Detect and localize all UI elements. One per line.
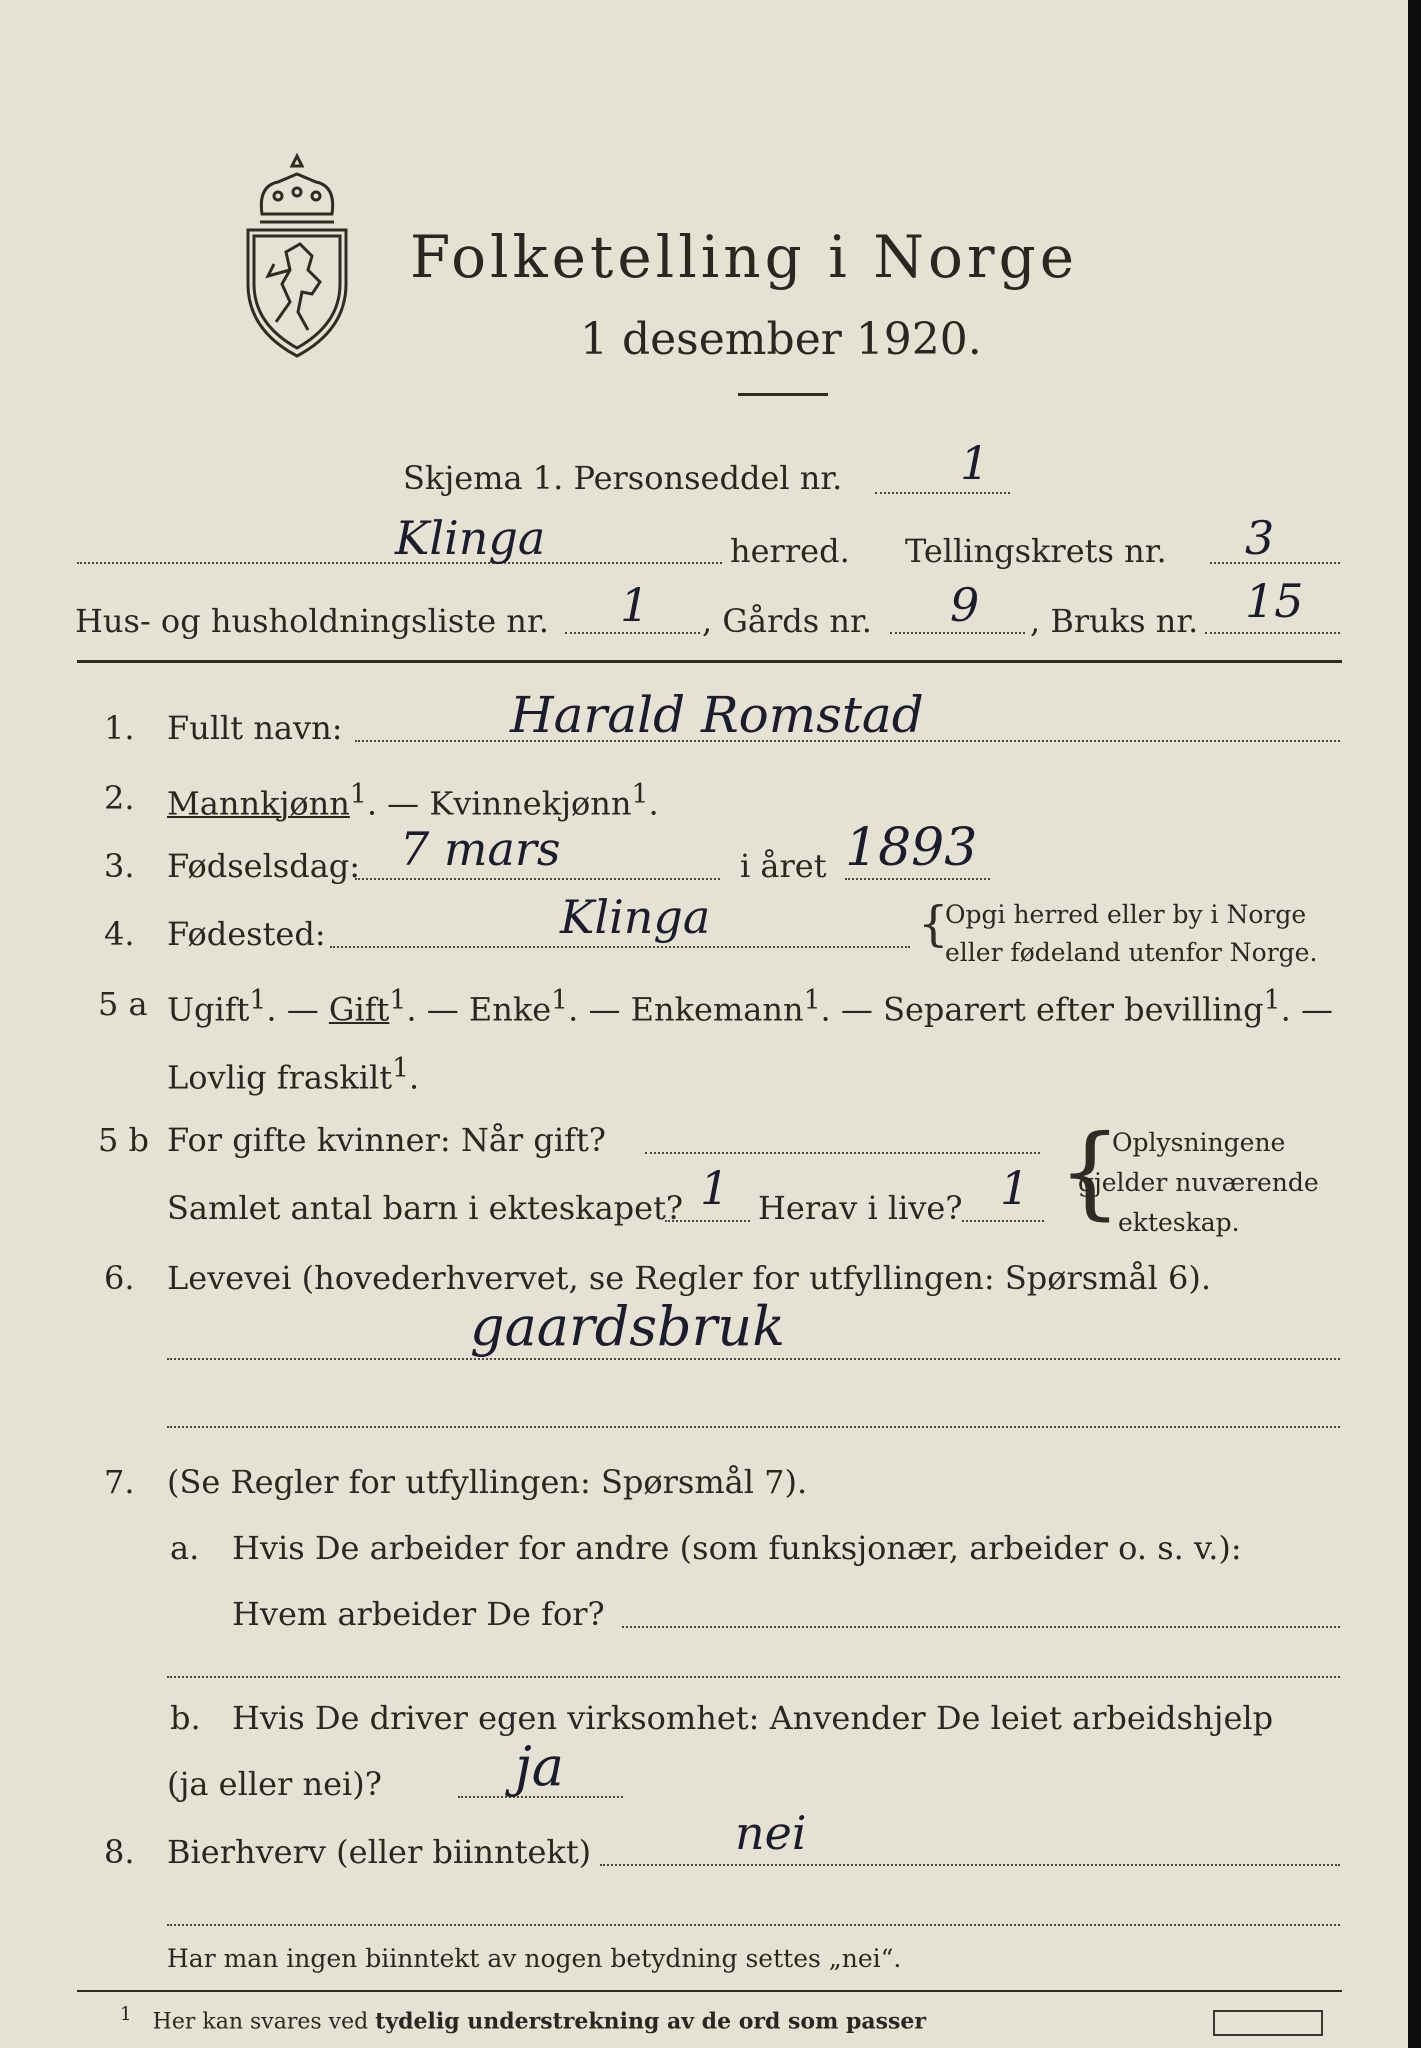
herred-label: herred. (730, 532, 850, 570)
q2-end: . (648, 784, 659, 823)
bruks-label: , Bruks nr. (1030, 602, 1199, 640)
footnote-rule (77, 1990, 1342, 1992)
q7b-question: (ja eller nei)? (167, 1765, 382, 1803)
q3-year-label: i året (740, 847, 827, 885)
q5b-live-label: Herav i live? (758, 1189, 963, 1227)
personseddel-answer: 1 (960, 436, 990, 490)
q2-sep: . — (366, 784, 430, 823)
q5b-note1: Oplysningene (1112, 1128, 1286, 1157)
tellingskrets-label: Tellingskrets nr. (905, 532, 1167, 570)
q5b-live-line (962, 1220, 1044, 1222)
title-divider (738, 393, 828, 396)
q5b-note2: gjelder nuværende (1078, 1168, 1319, 1197)
footnote-pre: Her kan svares ved (152, 2009, 376, 2035)
q6-number: 6. (104, 1259, 135, 1297)
q4-note-line2: eller fødeland utenfor Norge. (945, 938, 1318, 967)
q2-number: 2. (104, 779, 135, 817)
q5b-married-line (645, 1152, 1040, 1154)
q5a-enkemann: Enkemann (630, 990, 804, 1029)
q8-number: 8. (104, 1833, 135, 1871)
q7a-line1 (622, 1626, 1340, 1628)
q5b-label2: Samlet antal barn i ekteskapet? (167, 1189, 684, 1227)
q4-note-line1: Opgi herred eller by i Norge (945, 900, 1307, 929)
q6-line1 (167, 1358, 1340, 1360)
q7a-label: Hvis De arbeider for andre (som funksjonær, arbeider o. s. v.): (232, 1529, 1242, 1567)
q4-answer: Klinga (560, 890, 711, 944)
q5a-separert: Separert efter bevilling (883, 990, 1264, 1029)
footnote-bold: tydelig understrekning av de ord som passer (375, 2008, 927, 2035)
q2-female-sup: 1 (631, 779, 649, 810)
personseddel-line (875, 492, 1010, 494)
q5b-barn-line (665, 1220, 750, 1222)
q7a-letter: a. (170, 1529, 200, 1567)
q6-line2 (167, 1426, 1340, 1428)
q4-number: 4. (104, 915, 135, 953)
q7b-label: Hvis De driver egen virksomhet: Anvender De leiet arbeidshjelp (232, 1699, 1274, 1737)
q2-female: Kvinnekjønn (429, 784, 632, 823)
form-title: Folketelling i Norge (410, 223, 1079, 291)
q5a-gift: Gift (328, 990, 390, 1029)
gards-label: , Gårds nr. (702, 602, 872, 640)
footnote (120, 2006, 926, 2033)
norway-coat-of-arms-icon (238, 152, 356, 362)
q7b-letter: b. (170, 1699, 201, 1737)
q8-answer: nei (735, 1806, 807, 1860)
bruks-line (1205, 632, 1340, 634)
nei-note: Har man ingen biinntekt av nogen betydning settes „nei“. (167, 1944, 902, 1973)
q2-male: Mannkjønn (167, 784, 350, 823)
q3-year-line (845, 878, 990, 880)
bruks-answer: 15 (1245, 574, 1304, 628)
q2-male-sup: 1 (349, 779, 367, 810)
q7-number: 7. (104, 1463, 135, 1501)
q3-number: 3. (104, 847, 135, 885)
q1-number: 1. (104, 709, 135, 747)
footnote-mark: 1 (120, 2004, 132, 2025)
q5a-marital-options: Ugift$^1$. — Gift$^1$. — Enke$^1$. — Enkemann$^1$. — Separert efter bevilling$^1$. — (167, 985, 1333, 1029)
q5b-number: 5 b (98, 1121, 150, 1159)
q2-gender-options (167, 779, 659, 823)
q1-answer: Harald Romstad (510, 686, 924, 744)
hus-label: Hus- og husholdningsliste nr. (75, 602, 549, 640)
q7a-line2 (167, 1676, 1340, 1678)
q5b-barn-answer: 1 (700, 1161, 730, 1215)
q5a-fraskilt: Lovlig fraskilt (167, 1058, 393, 1097)
q5a-line2: Lovlig fraskilt$^1$. (167, 1053, 420, 1097)
q8-line2 (167, 1924, 1340, 1926)
q3-day-line (355, 878, 720, 880)
q3-year-answer: 1893 (845, 818, 978, 878)
q8-label: Bierhverv (eller biinntekt) (167, 1833, 592, 1871)
census-date: 1 desember 1920. (580, 314, 982, 365)
q5a-number: 5 a (98, 985, 148, 1023)
q8-line1 (600, 1864, 1340, 1866)
printer-stamp (1213, 2010, 1323, 2036)
header-rule (77, 660, 1342, 663)
q1-label: Fullt navn: (167, 709, 343, 747)
herred-answer: Klinga (395, 511, 546, 565)
q3-day-answer: 7 mars (400, 822, 561, 876)
q3-label: Fødselsdag: (167, 847, 361, 885)
hus-line (565, 632, 700, 634)
q5a-enke: Enke (468, 990, 552, 1029)
q6-answer: gaardsbruk (470, 1295, 785, 1358)
q5b-note-brace: { (1058, 1113, 1122, 1230)
tellingskrets-line (1210, 562, 1340, 564)
gards-line (890, 632, 1025, 634)
q7b-answer: ja (515, 1735, 564, 1798)
q5a-ugift: Ugift (167, 990, 250, 1029)
q5b-label1: For gifte kvinner: Når gift? (167, 1121, 606, 1159)
skjema-label: Skjema 1. Personseddel nr. (403, 459, 843, 497)
hus-answer: 1 (620, 578, 650, 632)
q7-label: (Se Regler for utfyllingen: Spørsmål 7). (167, 1463, 808, 1501)
q6-label: Levevei (hovederhvervet, se Regler for utfyllingen: Spørsmål 6). (167, 1259, 1212, 1297)
q5b-live-answer: 1 (1000, 1161, 1030, 1215)
tellingskrets-answer: 3 (1245, 511, 1275, 565)
q7a-question: Hvem arbeider De for? (232, 1595, 605, 1633)
gards-answer: 9 (950, 578, 980, 632)
q5b-note3: ekteskap. (1118, 1208, 1240, 1237)
q4-label: Fødested: (167, 915, 326, 953)
q4-note-brace: { (918, 896, 949, 952)
q4-line (330, 946, 910, 948)
